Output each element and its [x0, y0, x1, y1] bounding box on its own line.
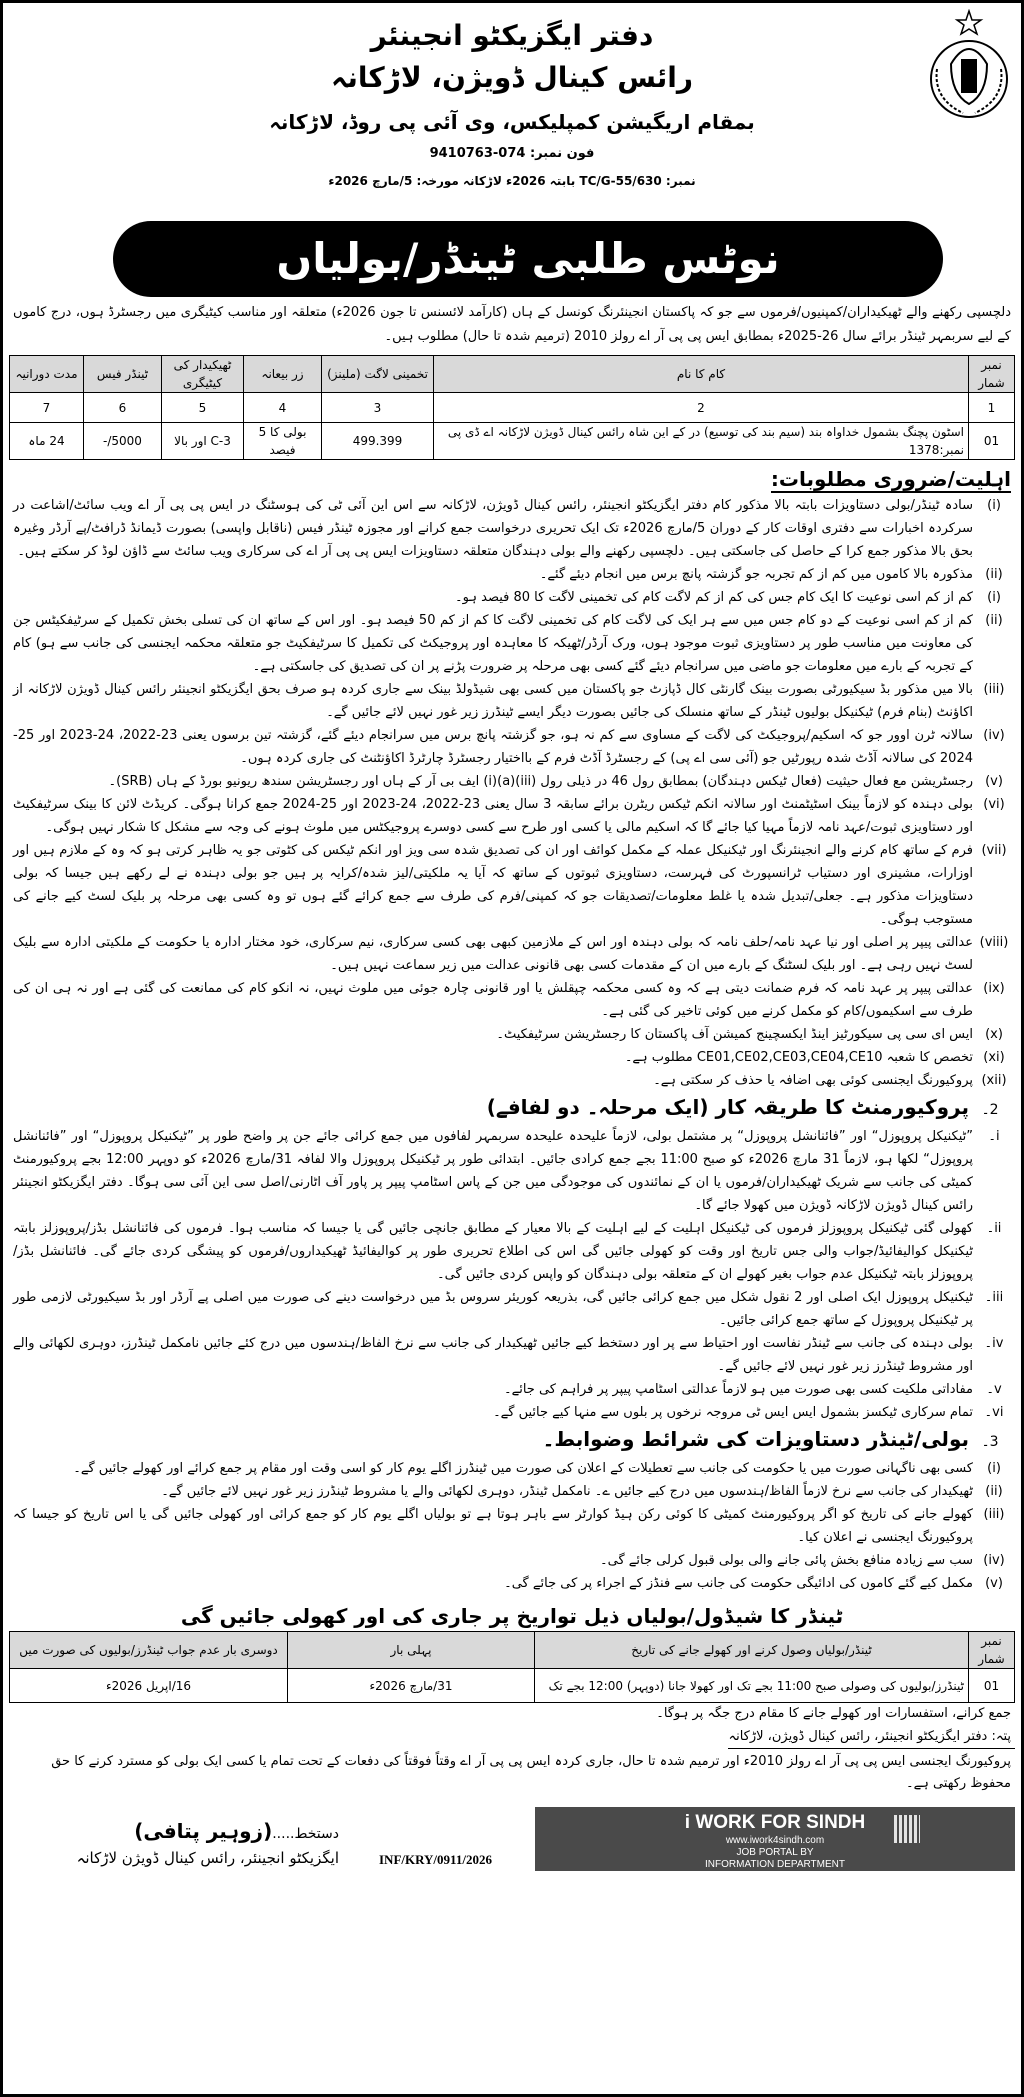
signatory-name: (زوہیر پتافی): [134, 1819, 273, 1843]
item-text: تمام سرکاری ٹیکسز بشمول ایس ایس ٹی مروجہ نرخوں پر بلوں سے منہا کیے جائیں گے۔: [493, 1405, 973, 1420]
col-first-time: پہلی بار: [288, 1632, 535, 1669]
item-marker: (v): [985, 774, 1003, 789]
procurement-heading-text: پروکیورمنٹ کا طریقہ کار (ایک مرحلہ۔ دو لفافے): [486, 1095, 969, 1119]
list-item: [9, 1480, 1015, 1503]
item-text: عدالتی پیپر پر عہد نامہ کہ فرم ضمانت دیتی ہے کہ وہ کسی محکمہ چپقلش یا اور قانونی چارہ جوئی میں ملوث نہیں، نہ انکو کام کی ممانعت کی گئی ہے اور نہ ہی ان کی طرف سے اسکیموں/کام کو مکمل کرنے میں کوئی تاخیر کی گئی ہے۔: [13, 981, 973, 1019]
item-marker: (xi): [983, 1050, 1005, 1065]
sindh-emblem-icon: [923, 9, 1015, 121]
col-date-time: ٹینڈر/بولیاں وصول کرنے اور کھولے جانے کی تاریخ: [535, 1632, 969, 1669]
item-text: بولی دہندہ کو لازماً بینک اسٹیٹمنٹ اور سالانہ انکم ٹیکس ریٹرن برائے سابقہ 3 سال یعنی 23-2022، 24-2023 اور 25-2024 جمع کرانا ہوگی۔ کریڈٹ لائن کا بینک سرٹیفکیٹ اور دستاویزی ثبوت/عہد نامہ لازماً مہیا کیا جائے گا کہ اسکیم مالی یا کسی اور طرح سے کسی دوسرے پروجیکٹس میں ملوث ہونے کی وجہ سے مشکل کا شکار نہیں ہوگی۔: [13, 797, 974, 835]
schedule-table: [9, 1631, 1015, 1703]
item-marker: (ii): [985, 567, 1003, 582]
tender-fee-cell: 5000/-: [84, 423, 162, 460]
list-item: [9, 1378, 1015, 1401]
list-item: [9, 1572, 1015, 1595]
col-earnest-money: زر بیعانہ: [244, 356, 322, 393]
list-item: [9, 1069, 1015, 1092]
item-marker: v۔: [986, 1382, 1002, 1397]
item-text: سب سے زیادہ منافع بخش پائی جانے والی بولی قبول کرلی جائے گی۔: [600, 1553, 973, 1568]
list-item: [9, 678, 1015, 724]
footer: [9, 1801, 1015, 1871]
list-item: [9, 1401, 1015, 1424]
col-serial: نمبر شمار: [969, 356, 1015, 393]
advert-reference-code: INF/KRY/0911/2026: [379, 1852, 492, 1867]
col-estimated-cost: تخمینی لاگت (ملینز): [322, 356, 434, 393]
item-marker: ii۔: [986, 1221, 1002, 1236]
col-category: ٹھیکیدار کی کیٹیگری: [162, 356, 244, 393]
list-item: [9, 1217, 1015, 1286]
qr-code-icon: [894, 1815, 920, 1843]
iwork-for-sindh-banner: [535, 1807, 1015, 1871]
iwork-line1: JOB PORTAL BY: [736, 1847, 814, 1858]
list-item: [9, 1332, 1015, 1378]
eligibility-heading-text: اہلیت/ضروری مطلوبات:: [770, 467, 1011, 491]
second-date-cell: 16/اپریل 2026ء: [10, 1669, 288, 1703]
table-row: [10, 423, 1015, 460]
index-cell: 4: [244, 393, 322, 423]
serial-cell: 01: [969, 1669, 1015, 1703]
signature-block: [9, 1817, 339, 1871]
col-second-time: دوسری بار عدم جواب ٹینڈرز/بولیوں کی صورت میں: [10, 1632, 288, 1669]
item-text: عدالتی پیپر پر اصلی اور نیا عہد نامہ/حلف نامہ کہ بولی دہندہ اور اس کے ملازمین کبھی بھی کسی سرکاری، نیم سرکاری، خود مختار ادارہ یا حکومت کے ملکیتی ادارہ سے بلیک لسٹ نہیں رہی ہے۔ اور بلیک لسٹنگ کے بارے میں ان کے مقدمات کسی بھی قانونی عدالت میں زیر سماعت نہیں ہیں۔: [13, 935, 973, 973]
section-number: 2۔: [981, 1102, 999, 1118]
item-marker: (vii): [981, 843, 1007, 858]
item-text: ٹیکنیکل پروپوزل ایک اصلی اور 2 نقول شکل میں جمع کرائی جائیں گی، بذریعہ کوریئر سروس بڈ میں درخواست دینے کی صورت میں اصلی پے آرڈر اور بڈ سیکیورٹی لازمی طور پر ٹیکنیکل پروپوزل کے ساتھ جمع کرائی جائیں۔: [13, 1290, 974, 1328]
list-item: [9, 931, 1015, 977]
office-address-line: پتہ: دفتر ایگزیکٹو انجینئر، رائس کینال ڈویژن، لاڑکانہ: [728, 1726, 1015, 1749]
list-item: [9, 1549, 1015, 1572]
item-text: سالانہ ٹرن اوور جو کہ اسکیم/پروجیکٹ کی لاگت کے مساوی سے کم نہ ہو، جو گزشتہ پانچ برس میں سرانجام دیئے گئے، گزشتہ تین برسوں یعنی 23-2022، 24-2023 اور 25-2024 کی سالانہ آڈٹ شدہ رپورٹیں جو (آئی سی اے پی) کے رجسٹرڈ آڈٹ فرم کے بااختیار رجسٹرڈ چارٹرڈ اکاؤنٹنٹ کی جاری کردہ ہوں۔: [13, 728, 974, 766]
eligibility-heading: [9, 464, 1015, 494]
col-work-name: کام کا نام: [434, 356, 969, 393]
col-serial: نمبر شمار: [969, 1632, 1015, 1669]
terms-heading-text: بولی/ٹینڈر دستاویزات کی شرائط وضوابط۔: [542, 1427, 969, 1451]
category-cell: C-3 اور بالا: [162, 423, 244, 460]
duration-cell: 24 ماہ: [10, 423, 84, 460]
office-title: دفتر ایگزیکٹو انجینئر: [370, 19, 654, 52]
list-item: [9, 793, 1015, 839]
signatory-title: ایگزیکٹو انجینئر، رائس کینال ڈویژن لاڑکانہ: [76, 1849, 339, 1867]
intro-paragraph: دلچسپی رکھنے والے ٹھیکیداران/کمپنیوں/فرموں سے جو کہ پاکستان انجینئرنگ کونسل کے ہاں (کارآمد لائسنس تا جون 2026ء) متعلقہ اور مناسب کیٹیگری میں رجسٹرڈ ہوں، درج کاموں کے لیے سربمہر ٹینڈر برائے سال 26-2025ء بمطابق ایس پی پی آر اے رولز 2010 (ترمیم شدہ تا حال) مطلوب ہیں۔: [13, 305, 1011, 344]
item-text: کسی بھی ناگہانی صورت میں یا حکومت کی جانب سے تعطیلات کے اعلان کی صورت میں ٹینڈرز اگلے یوم کار کو اسی وقت اور مقام پر جمع کرائے اور کھولے جائیں گے۔: [73, 1461, 973, 1476]
list-item: [9, 770, 1015, 793]
iwork-brand: WORK FOR SINDH: [695, 1812, 866, 1833]
list-item: [9, 494, 1015, 563]
item-text: رجسٹریشن مع فعال حیثیت (فعال ٹیکس دہندگان) بمطابق رول 46 در ذیلی رول (iii)(a)(i) ایف بی آر کے ہاں اور رجسٹریشن سندھ ریونیو بورڈ کے ہاں (SRB)۔: [108, 774, 973, 789]
item-text: ”ٹیکنیکل پروپوزل“ اور ”فائنانشل پروپوزل“ پر مشتمل بولی، لازماً علیحدہ علیحدہ سربمہر لفافوں میں جمع کرائی جائے جن پر واضح طور پر ”ٹیکنیکل پروپوزل“ اور ”فائنانشل پروپوزل“ لکھا ہو، لازماً 31 مارچ 2026ء کو صبح 11:00 بجے جمع کرادی جائیں۔ ابتدائی طور پر ٹیکنیکل پروپوزل والا لفافہ 31/مارچ 2026ء کو دوپہر 12:00 بجے پروکیورمنٹ کمیٹی کی جانب سے شریک ٹھیکیداران/فرموں یا ان کے نمائندوں کی موجودگی میں جن کے پاس اسٹامپ پیپر پر پاور آف اٹارنی/اصل سی این آئی سی ہوگا۔ دفتر ایگزیکٹو انجینئر رائس کینال ڈویژن لاڑکانہ ڈویژن میں کھولا جائے گا۔: [13, 1129, 974, 1213]
index-cell: 5: [162, 393, 244, 423]
item-marker: vi۔: [984, 1405, 1004, 1420]
table-index-row: [10, 393, 1015, 423]
item-text: ٹھیکیدار کی جانب سے نرخ لازماً الفاظ/ہندسوں میں درج کیے جائیں ے۔ نامکمل ٹینڈر، دوہری لکھائی والے یا مشروط ٹینڈرز زیر غور نہیں لائے جائیں گے۔: [161, 1484, 973, 1499]
date-time-cell: ٹینڈرز/بولیوں کی وصولی صبح 11:00 بجے تک اور کھولا جانا (دوپہر) 12:00 بجے تک: [535, 1669, 969, 1703]
terms-heading: [9, 1424, 1015, 1457]
index-cell: 6: [84, 393, 162, 423]
sub-list-item: [9, 609, 1015, 678]
item-marker: (ii): [985, 1484, 1003, 1499]
item-marker: (xii): [981, 1073, 1007, 1088]
item-marker: (ii): [985, 613, 1003, 628]
list-item: [9, 839, 1015, 931]
works-table: [9, 355, 1015, 460]
list-item: [9, 1023, 1015, 1046]
item-marker: (vi): [983, 797, 1005, 812]
procurement-heading: [9, 1092, 1015, 1125]
table-header-row: [10, 1632, 1015, 1669]
first-date-cell: 31/مارچ 2026ء: [288, 1669, 535, 1703]
list-item: [9, 1503, 1015, 1549]
item-marker: (iii): [983, 1507, 1005, 1522]
notice-body: [9, 301, 1015, 1871]
info-i-icon: i: [684, 1812, 696, 1833]
index-cell: 1: [969, 393, 1015, 423]
index-cell: 2: [434, 393, 969, 423]
list-item: [9, 977, 1015, 1023]
submission-note: جمع کرانے، استفسارات اور کھولے جانے کا مقام درج جگہ پر ہوگا۔: [656, 1706, 1011, 1721]
work-name-cell: اسٹون پچنگ بشمول خداواہ بند (سیم بند کی توسیع) در کے این شاہ رائس کینال ڈویژن لاڑکانہ اے ڈی پی نمبر:1378: [434, 423, 969, 460]
item-marker: (x): [985, 1027, 1003, 1042]
item-marker: (iv): [983, 1553, 1005, 1568]
item-text: کم از کم اسی نوعیت کا ایک کام جس کی کم از کم لاگت کام کی تخمینی لاگت کا 80 فیصد ہو۔: [455, 590, 973, 605]
item-marker: (i): [987, 590, 1001, 605]
earnest-money-cell: بولی کا 5 فیصد: [244, 423, 322, 460]
sub-list-item: [9, 586, 1015, 609]
serial-cell: 01: [969, 423, 1015, 460]
iwork-line2: INFORMATION DEPARTMENT: [705, 1859, 845, 1870]
list-item: [9, 1125, 1015, 1217]
item-text: مذکورہ بالا کاموں میں کم از کم تجربہ جو گزشتہ پانچ برس میں انجام دیئے گئے۔: [539, 567, 973, 582]
item-text: سادہ ٹینڈر/بولی دستاویزات بابتہ بالا مذکور کام دفتر ایگزیکٹو انجینئر، رائس کینال ڈویژن، لاڑکانہ سے اس این آئی ٹی کی ہوسٹنگ در ایس پی پی آر اے ویب سائٹ/اشاعت در سرکردہ اخبارات سے دفتری اوقات کار کے دوران 5/مارچ 2026ء تک ایک تحریری درخواست جمع کرانے اور مجوزہ ٹینڈر فیس (ناقابل واپسی) بصورت ڈیمانڈ ڈرافٹ/پے آرڈر وغیرہ بحق بالا مذکور جمع کرا کے حاصل کی جاسکتی ہیں۔ دلچسپی رکھنے والے بولی دہندگان متعلقہ دستاویزات ایس پی پی آر اے کی سرکاری ویب سائٹ سے ڈاؤن لوڈ کر سکتے ہیں۔: [13, 498, 973, 559]
section-number: 3۔: [981, 1434, 999, 1450]
list-item: [9, 563, 1015, 586]
item-marker: (i): [987, 498, 1001, 513]
item-marker: (iii): [983, 682, 1005, 697]
item-text: ایس ای سی پی سیکورٹیز اینڈ ایکسچینج کمیشن آف پاکستان کا رجسٹریشن سرٹیفکیٹ۔: [496, 1027, 973, 1042]
col-duration: مدت دورانیہ: [10, 356, 84, 393]
item-marker: i۔: [988, 1129, 1000, 1144]
table-header-row: [10, 356, 1015, 393]
item-marker: iii۔: [984, 1290, 1004, 1305]
list-item: [9, 1286, 1015, 1332]
division-title: رائس کینال ڈویژن، لاڑکانہ: [330, 61, 694, 94]
office-address: بمقام اریگیشن کمپلیکس، وی آئی پی روڈ، لاڑکانہ: [269, 110, 755, 134]
item-marker: iv۔: [984, 1336, 1004, 1351]
item-marker: (ix): [983, 981, 1005, 996]
item-text: کھولے جانے کی تاریخ کو اگر پروکیورمنٹ کمیٹی کا کوئی رکن ہیڈ کوارٹر سے باہر ہوتا ہے تو بولیاں اگلے یوم کار کو جمع کرائی اور کھولی جائیں گی یا اس تاریخ کو جیسا کہ پروکیورنگ ایجنسی نے اعلان کیا۔: [13, 1507, 973, 1545]
closing-paragraph: پروکیورنگ ایجنسی ایس پی پی آر اے رولز 2010ء اور ترمیم شدہ تا حال، جاری کردہ ایس پی پی آر اے وقتاً فوقتاً کی دفعات کے تحت تمام یا کسی ایک بولی کو مسترد کرنے کا حق محفوظ رکھتی ہے۔: [51, 1754, 1011, 1791]
item-text: بولی دہندہ کی جانب سے ٹینڈر نفاست اور احتیاط سے پر اور دستخط کیے جائیں ٹھیکیدار کی جانب سے نرخ الفاظ/ہندسوں میں درج کئے جائیں نامکمل ٹینڈرز، دوہری لکھائی والے اور مشروط ٹینڈرز زیر غور نہیں لائے جائیں گے۔: [13, 1336, 973, 1374]
table-row: [10, 1669, 1015, 1703]
signature-label: دستخط.....: [272, 1826, 339, 1842]
letterhead: [123, 17, 901, 191]
item-text: بالا میں مذکور بڈ سیکیورٹی بصورت بینک گارنٹی کال ڈپازٹ جو پاکستان میں کسی بھی شیڈولڈ بینک سے جاری کردہ ہو صرف بحق ایگزیکٹو انجینئر رائس کینال ڈویژن لاڑکانہ از اکاؤنٹ (بنام فرم) ٹیکنیکل بولیوں ٹینڈر کے ساتھ منسلک کی جائیں بصورت دیگر ایسے ٹینڈرز زیر غور نہیں لائے جائیں گے۔: [13, 682, 973, 720]
schedule-heading: ٹینڈر کا شیڈول/بولیاں ذیل تواریخ پر جاری کی اور کھولی جائیں گی: [180, 1604, 844, 1628]
phone-number: فون نمبر: 074-9410763: [429, 146, 595, 161]
item-text: پروکیورنگ ایجنسی کوئی بھی اضافہ یا حذف کر سکتی ہے۔: [653, 1073, 973, 1088]
index-cell: 7: [10, 393, 84, 423]
index-cell: 3: [322, 393, 434, 423]
list-item: [9, 724, 1015, 770]
item-text: مفاداتی ملکیت کسی بھی صورت میں ہو لازماً عدالتی اسٹامپ پیپر پر فراہم کی جائے۔: [503, 1382, 973, 1397]
item-marker: (i): [987, 1461, 1001, 1476]
reference-number: نمبر: TC/G-55/630 بابتہ 2026ء لاڑکانہ مورخہ: 5/مارچ 2026ء: [328, 174, 696, 188]
item-text: کھولی گئی ٹیکنیکل پروپوزلز فرموں کی ٹیکنیکل اہلیت کے لیے اہلیت کے بالا معیار کے مطابق جانچی جائیں گی یا جیسا کہ مناسب ہوا۔ فرموں کی فائنانشل بڈز/پروپوزلز بابتہ ٹیکنیکل کوالیفائیڈ/جواب والی جس تاریخ اور وقت کو کھولی جائیں گی اس کی اطلاع تحریری طور پر کوالیفائیڈ ٹھیکیداروں/فرموں کو پیشگی کردی جائے گی۔ فائنانشل بڈز/پروپوزلز بابتہ ٹیکنیکل عدم جواب بغیر کھولے ان کے متعلقہ بولی دہندگان کو واپس کردی جائیں گی۔: [13, 1221, 973, 1282]
estimated-cost-cell: 499.399: [322, 423, 434, 460]
item-marker: (viii): [979, 935, 1009, 950]
iwork-url[interactable]: www.iwork4sindh.com: [725, 1835, 825, 1846]
item-text: کم از کم اسی نوعیت کے دو کام جس میں سے ہر ایک کی لاگت کام کی تخمینی لاگت کا کم از کم 50 فیصد ہو۔ اور اس کے ساتھ ان کی تسلی بخش تکمیل کے سرٹیفکیٹس جن کی معاونت میں مناسب طور پر دستاویزی ثبوت موجود ہوں، ورک آرڈر/ٹھیکہ کا معاہدہ اور پروجیکٹ کی تکمیل کا سرٹیفکیٹ جو متعلقہ محکمہ ایجنسی کی جانب سے ہو) کام کے تجربہ کے بارے میں معلومات جو ماضی میں سرانجام دیئے گئے کسی بھی مرحلہ پر ضرورت پڑنے پر ان کی تصدیق کی جاسکتی ہے۔: [13, 613, 973, 674]
notice-banner: نوٹس طلبی ٹینڈر/بولیاں: [113, 221, 943, 297]
item-marker: (iv): [983, 728, 1005, 743]
list-item: [9, 1046, 1015, 1069]
col-tender-fee: ٹینڈر فیس: [84, 356, 162, 393]
item-text: فرم کے ساتھ کام کرنے والے انجینئرنگ اور ٹیکنیکل عملہ کے مکمل کوائف اور ان کی تصدیق شدہ سی ویز اور انکم ٹیکس کی کٹوتی جو یہ ظاہر کرتی ہو کہ وہ کے ملازم ہیں اور اوزارات، مشینری اور دستیاب ٹرانسپورٹ کی فہرست، دستاویزی ثبوتوں کے ساتھ کہ آیا یہ ملکیتی/لیز شدہ/کرایہ پر ہیں جو بولی دہندہ نے لے رکھے ہیں جیسا کہ بولی دستاویزات مذکور ہے۔ جعلی/تبدیل شدہ یا غلط معلومات/تصدیقات جو کہ کمپنی/فرم کی طرف سے جمع کرائے گئے ہوں تو وہ کسی بھی مرحلہ پر بلیک لسٹ کیے جانے کی مستوجب ہوگی۔: [13, 843, 973, 927]
item-text: مکمل کیے گئے کاموں کی ادائیگی حکومت کی جانب سے فنڈز کے اجراء پر کی جائے گی۔: [504, 1576, 973, 1591]
item-text: تخصص کا شعبہ CE01,CE02,CE03,CE04,CE10 مطلوب ہے۔: [624, 1050, 973, 1065]
item-marker: (v): [985, 1576, 1003, 1591]
list-item: [9, 1457, 1015, 1480]
